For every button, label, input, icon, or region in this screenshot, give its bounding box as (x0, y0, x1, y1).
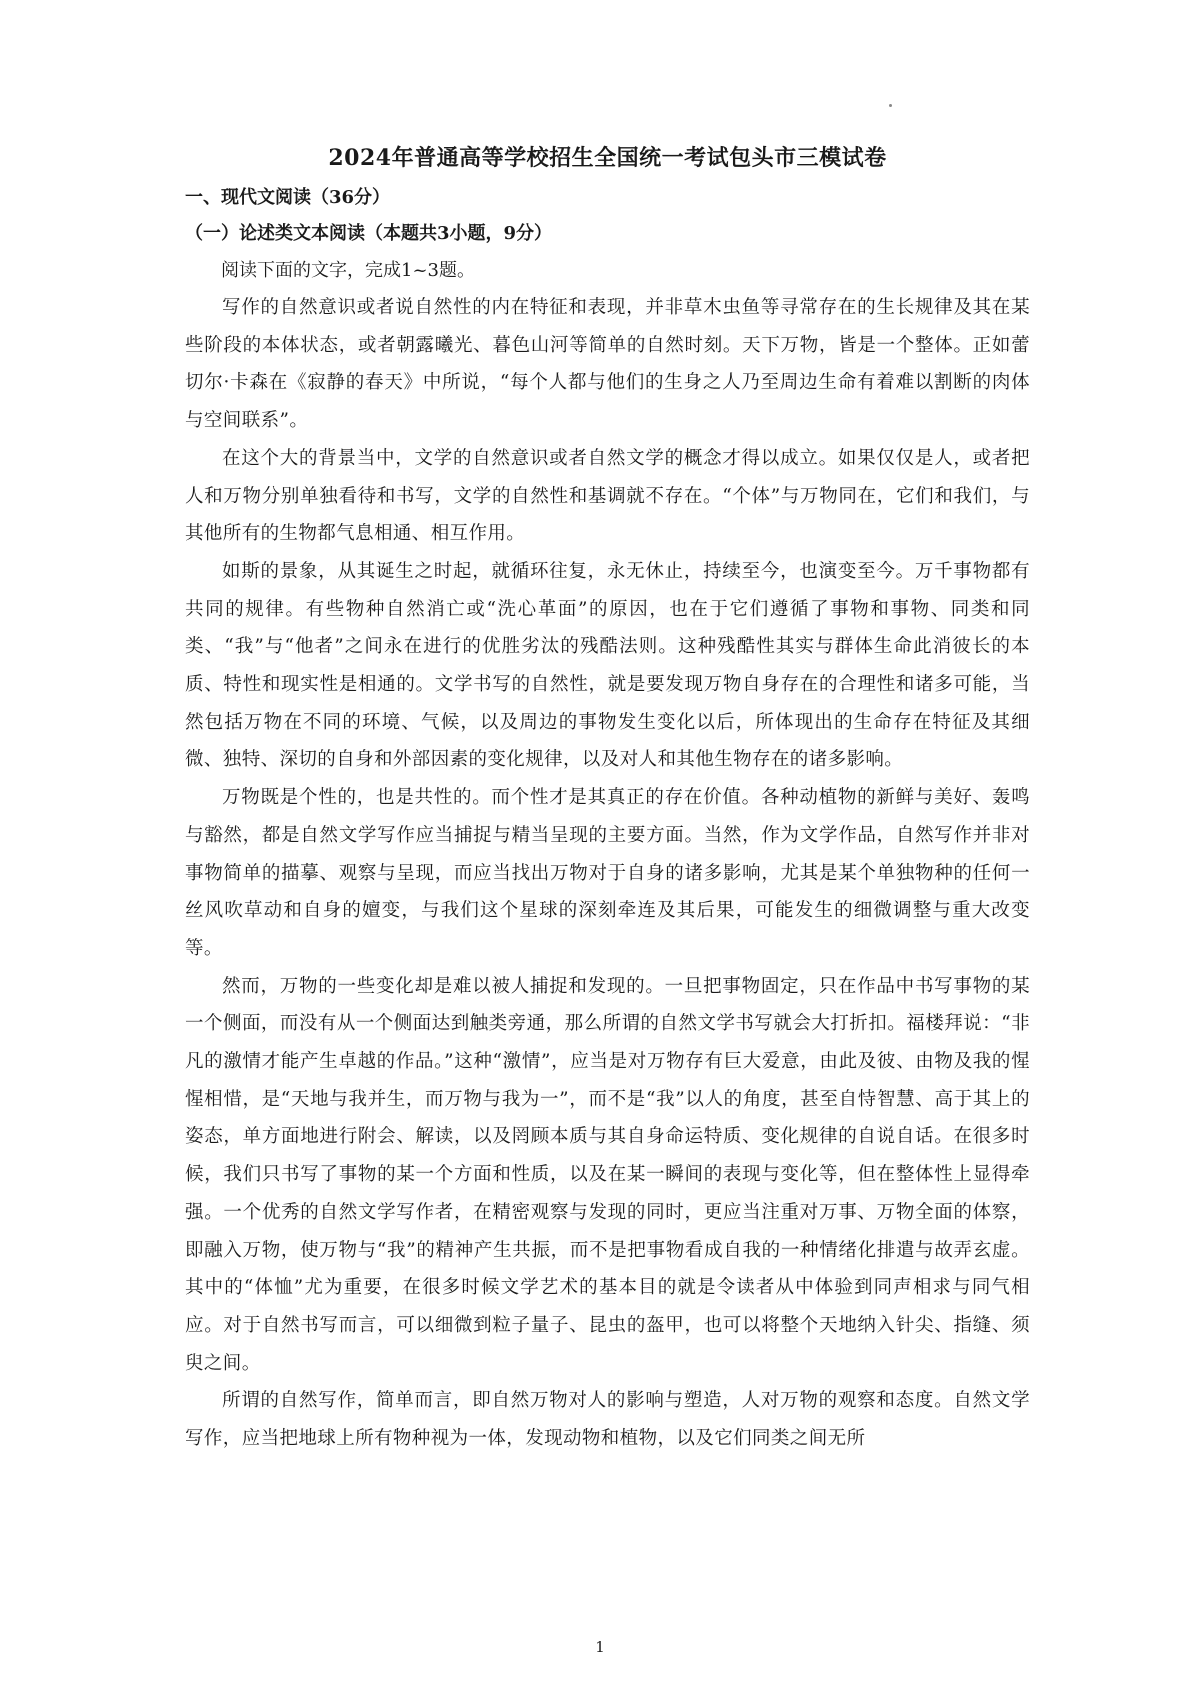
section-heading: 一、现代文阅读（36分） (185, 187, 391, 208)
subsection-heading: （一）论述类文本阅读（本题共3小题，9分） (185, 223, 553, 244)
reading-instruction: 阅读下面的文字，完成1~3题。 (221, 260, 475, 281)
paragraph-5: 然而，万物的一些变化却是难以被人捕捉和发现的。一旦把事物固定，只在作品中书写事物的某一个侧面，而没有从一个侧面达到触类旁通，那么所谓的自然文学书写就会大打折扣。福楼拜说：“非凡的激情才能产生卓越的作品。”这种“激情”，应当是对万物存有巨大爱意，由此及彼、由物及我的惺惺相惜，是“天地与我并生，而万物与我为一”，而不是“我”以人的角度，甚至自恃智慧、高于其上的姿态，单方面地进行附会、解读，以及罔顾本质与其自身命运特质、变化规律的自说自话。在很多时候，我们只书写了事物的某一个方面和性质，以及在某一瞬间的表现与变化等，但在整体性上显得牵强。一个优秀的自然文学写作者，在精密观察与发现的同时，更应当注重对万事、万物全面的体察，即融入万物，使万物与“我”的精神产生共振，而不是把事物看成自我的一种情绪化排遣与故弄玄虚。其中的“体恤”尤为重要，在很多时候文学艺术的基本目的就是令读者从中体验到同声相求与同气相应。对于自然书写而言，可以细微到粒子量子、昆虫的盔甲，也可以将整个天地纳入针尖、指缝、须臾之间。 (185, 975, 1030, 1374)
paragraph-6: 所谓的自然写作，简单而言，即自然万物对人的影响与塑造，人对万物的观察和态度。自然文学写作，应当把地球上所有物种视为一体，发现动物和植物，以及它们同类之间无所 (185, 1390, 1030, 1450)
exam-title: 2024年普通高等学校招生全国统一考试包头市三模试卷 (328, 145, 887, 171)
scan-speck (889, 104, 892, 107)
paragraph-2: 在这个大的背景当中，文学的自然意识或者自然文学的概念才得以成立。如果仅仅是人，或者把人和万物分别单独看待和书写，文学的自然性和基调就不存在。“个体”与万物同在，它们和我们，与其他所有的生物都气息相通、相互作用。 (185, 447, 1030, 545)
paragraph-1: 写作的自然意识或者说自然性的内在特征和表现，并非草木虫鱼等寻常存在的生长规律及其在某些阶段的本体状态，或者朝露曦光、暮色山河等简单的自然时刻。天下万物，皆是一个整体。正如蕾切尔·卡森在《寂静的春天》中所说，“每个人都与他们的生身之人乃至周边生命有着难以割断的肉体与空间联系”。 (185, 297, 1030, 432)
paragraph-3: 如斯的景象，从其诞生之时起，就循环往复，永无休止，持续至今，也演变至今。万千事物都有共同的规律。有些物种自然消亡或“洗心革面”的原因，也在于它们遵循了事物和事物、同类和同类、“我”与“他者”之间永在进行的优胜劣汰的残酷法则。这种残酷性其实与群体生命此消彼长的本质、特性和现实性是相通的。文学书写的自然性，就是要发现万物自身存在的合理性和诸多可能，当然包括万物在不同的环境、气候，以及周边的事物发生变化以后，所体现出的生命存在特征及其细微、独特、深切的自身和外部因素的变化规律，以及对人和其他生物存在的诸多影响。 (185, 560, 1030, 771)
document-content (185, 140, 1030, 1458)
paragraph-4: 万物既是个性的，也是共性的。而个性才是其真正的存在价值。各种动植物的新鲜与美好、轰鸣与豁然，都是自然文学写作应当捕捉与精当呈现的主要方面。当然，作为文学作品，自然写作并非对事物简单的描摹、观察与呈现，而应当找出万物对于自身的诸多影响，尤其是某个单独物种的任何一丝风吹草动和自身的嬗变，与我们这个星球的深刻牵连及其后果，可能发生的细微调整与重大改变等。 (185, 787, 1030, 959)
page-number: 1 (595, 1638, 605, 1656)
